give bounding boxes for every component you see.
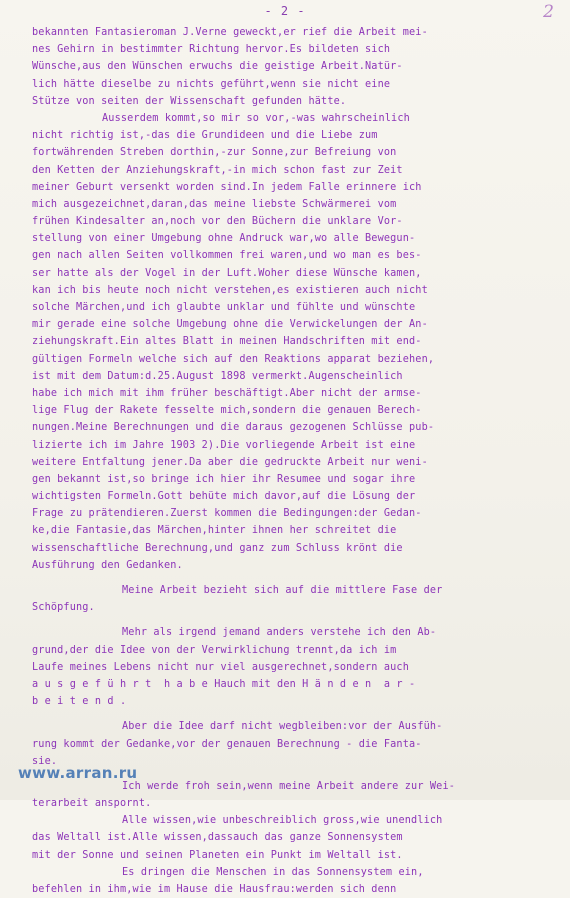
text-line: Frage zu prätendieren.Zuerst kommen die Bedingungen:der Gedan- bbox=[32, 508, 422, 520]
text-line: gültigen Formeln welche sich auf den Reaktions apparat beziehen, bbox=[32, 353, 435, 365]
text-line: solche Märchen,und ich glaubte unklar und fühlte und wünschte bbox=[32, 302, 416, 313]
text-line: Alle wissen,wie unbeschreiblich gross,wie unendlich bbox=[122, 815, 443, 827]
text-line: weitere Entfaltung jener.Da aber die gedruckte Arbeit nur weni- bbox=[32, 456, 428, 468]
text-line: kan ich bis heute noch nicht verstehen,es existieren auch nicht bbox=[32, 284, 428, 296]
text-line: Es dringen die Menschen in das Sonnensystem ein, bbox=[122, 866, 424, 878]
text-line: Ich werde froh sein,wenn meine Arbeit andere zur Wei- bbox=[122, 780, 456, 792]
text-line: mit der Sonne und seinen Planeten ein Punkt im Weltall ist. bbox=[32, 849, 403, 861]
text-line: nicht richtig ist,-das die Grundideen und die Liebe zum bbox=[32, 130, 378, 142]
site-watermark: www.arran.ru bbox=[18, 764, 138, 782]
text-line: befehlen in ihm,wie im Hause die Hausfrau:werden sich denn bbox=[32, 884, 397, 895]
text-line: Ausführung den Gedanken. bbox=[32, 559, 183, 571]
text-line: fortwährenden Streben dorthin,-zur Sonne,zur Befreiung von bbox=[32, 147, 397, 159]
text-line: Aber die Idee darf nicht wegbleiben:vor der Ausfüh- bbox=[122, 721, 443, 733]
text-line: den Ketten der Anziehungskraft,-in mich schon fast zur Zeit bbox=[32, 164, 403, 176]
text-line: mir gerade eine solche Umgebung ohne die Verwickelungen der An- bbox=[32, 319, 428, 331]
text-line: bekannten Fantasieroman J.Verne geweckt,er rief die Arbeit mei- bbox=[32, 27, 428, 38]
text-line: Mehr als irgend jemand anders verstehe ich den Ab- bbox=[122, 627, 437, 639]
text-line: ziehungskraft.Ein altes Blatt in meinen Handschriften mit end- bbox=[32, 336, 422, 348]
text-line: a u s g e f ü h r t h a b e Hauch mit den H ä n d e n a r - bbox=[32, 678, 416, 690]
text-line: Laufe meines Lebens nicht nur viel ausgerechnet,sondern auch bbox=[32, 661, 410, 673]
text-line: ist mit dem Datum:d.25.August 1898 vermerkt.Augenscheinlich bbox=[32, 370, 403, 382]
text-line: ke,die Fantasie,das Märchen,hinter ihnen her schreitet die bbox=[32, 525, 397, 537]
handwritten-page-mark: 2 bbox=[543, 2, 554, 22]
text-line: wichtigsten Formeln.Gott behüte mich davor,auf die Lösung der bbox=[32, 491, 416, 503]
text-line: grund,der die Idee von der Verwirklichung trennt,da ich im bbox=[32, 644, 397, 656]
text-line: Stütze von seiten der Wissenschaft gefunden hätte. bbox=[32, 95, 347, 107]
text-line: stellung von einer Umgebung ohne Andruck war,wo alle Bewegun- bbox=[32, 233, 416, 245]
text-line: habe ich mich mit ihm früher beschäftigt.Aber nicht der armse- bbox=[32, 387, 422, 399]
text-line: lizierte ich im Jahre 1903 2).Die vorliegende Arbeit ist eine bbox=[32, 439, 416, 451]
text-line: lich hätte dieselbe zu nichts geführt,wenn sie nicht eine bbox=[32, 78, 391, 90]
text-line: Wünsche,aus den Wünschen erwuchs die geistige Arbeit.Natür- bbox=[32, 61, 403, 73]
text-line: b e i t e n d . bbox=[32, 696, 127, 708]
text-line: Ausserdem kommt,so mir so vor,-was wahrscheinlich bbox=[102, 112, 410, 124]
text-line: Schöpfung. bbox=[32, 602, 95, 614]
text-line: lige Flug der Rakete fesselte mich,sondern die genauen Berech- bbox=[32, 405, 422, 417]
text-line: meiner Geburt versenkt worden sind.In jedem Falle erinnere ich bbox=[32, 181, 422, 193]
page-number: - 2 - bbox=[264, 4, 306, 18]
text-line: nes Gehirn in bestimmter Richtung hervor.Es bildeten sich bbox=[32, 44, 391, 56]
text-line: das Weltall ist.Alle wissen,dassauch das ganze Sonnensystem bbox=[32, 832, 403, 844]
text-line: mich ausgezeichnet,daran,das meine liebste Schwärmerei vom bbox=[32, 198, 397, 210]
text-line: frühen Kindesalter an,noch vor den Büchern die unklare Vor- bbox=[32, 216, 403, 228]
text-line: Meine Arbeit bezieht sich auf die mittlere Fase der bbox=[122, 585, 443, 596]
text-line: gen bekannt ist,so bringe ich hier ihr Resumee und sogar ihre bbox=[32, 473, 416, 485]
text-line: nungen.Meine Berechnungen und die daraus gezogenen Schlüsse pub- bbox=[32, 422, 435, 434]
text-line: wissenschaftliche Berechnung,und ganz zum Schluss krönt die bbox=[32, 542, 403, 554]
text-line: rung kommt der Gedanke,vor der genauen Berechnung - die Fanta- bbox=[32, 738, 422, 750]
text-line: terarbeit anspornt. bbox=[32, 798, 152, 810]
text-line: sie. bbox=[32, 755, 58, 767]
text-line: gen nach allen Seiten vollkommen frei waren,und wo man es bes- bbox=[32, 250, 422, 262]
text-line: ser hatte als der Vogel in der Luft.Woher diese Wünsche kamen, bbox=[32, 267, 422, 279]
